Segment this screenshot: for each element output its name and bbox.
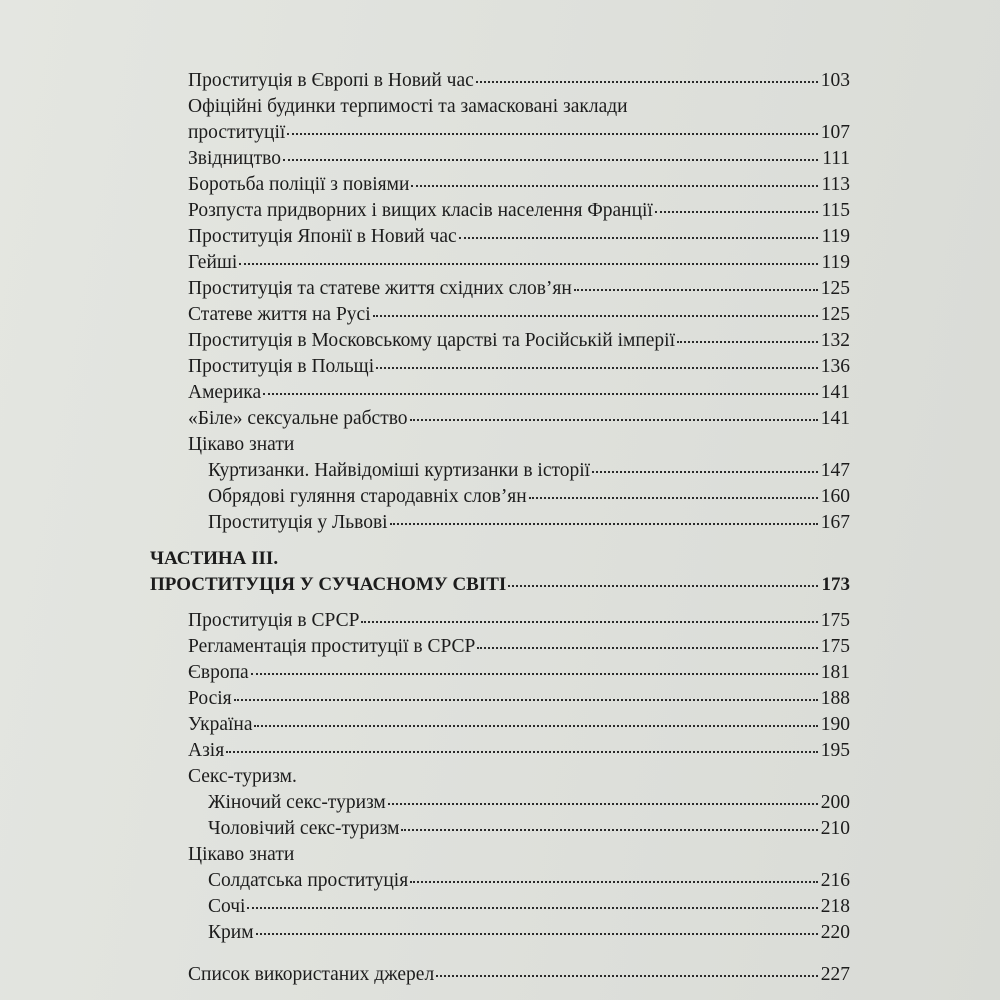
dot-leader: [256, 933, 818, 935]
toc-entry: [150, 790, 850, 816]
dot-leader: [361, 621, 818, 623]
toc-entry: [150, 302, 850, 328]
toc-page-number: 188: [820, 688, 850, 709]
toc-entry-title: Чоловічий секс-туризм: [208, 818, 400, 839]
spacer: [150, 536, 850, 546]
toc-page-number: 218: [820, 896, 850, 917]
toc-page-number: 147: [820, 460, 850, 481]
toc-page-number: 111: [822, 148, 850, 169]
toc-entry: [150, 328, 850, 354]
toc-entry-title: Азія: [188, 740, 225, 761]
toc-entry: [150, 868, 850, 894]
toc-entry: [150, 894, 850, 920]
toc-page-number: 132: [820, 330, 850, 351]
toc-entry-title: Європа: [188, 662, 249, 683]
dot-leader: [251, 673, 818, 675]
toc-entry: [150, 146, 850, 172]
toc-subheading: [150, 764, 850, 790]
toc-entry: [150, 276, 850, 302]
toc-subheading: [150, 432, 850, 458]
dot-leader: [254, 725, 818, 727]
toc-entry: [150, 172, 850, 198]
toc-entry-title: Статеве життя на Русі: [188, 304, 371, 325]
toc-entry: [150, 634, 850, 660]
part-label-text: ЧАСТИНА ІІІ.: [150, 548, 279, 569]
toc-entry: [150, 250, 850, 276]
dot-leader: [508, 585, 818, 587]
toc-page-number: 167: [820, 512, 850, 533]
dot-leader: [376, 367, 818, 369]
dot-leader: [410, 881, 818, 883]
toc-page-number: 115: [821, 200, 850, 221]
dot-leader: [476, 81, 818, 83]
dot-leader: [677, 341, 818, 343]
toc-subheading-title: Секс-туризм.: [188, 766, 297, 787]
toc-page-number: 136: [820, 356, 850, 377]
toc-entry-title: Куртизанки. Найвідоміші куртизанки в історії: [208, 460, 591, 481]
toc-entry: [150, 686, 850, 712]
toc-entry: [150, 816, 850, 842]
toc-page-number: 175: [820, 610, 850, 631]
toc-page-number: 141: [820, 408, 850, 429]
toc-page-number: 160: [820, 486, 850, 507]
toc-entry: [150, 962, 850, 988]
toc-entry-title: Проституція у Львові: [208, 512, 388, 533]
part-label: [150, 546, 850, 572]
toc-entry: [150, 920, 850, 946]
toc-entry: [150, 68, 850, 94]
toc-entry-title: Україна: [188, 714, 253, 735]
dot-leader: [390, 523, 818, 525]
toc-entry-title: Звідництво: [188, 148, 281, 169]
dot-leader: [283, 159, 818, 161]
dot-leader: [411, 185, 818, 187]
toc-page-number: 103: [820, 70, 850, 91]
toc-page-number: 195: [820, 740, 850, 761]
toc-entry-title: Список використаних джерел: [188, 964, 435, 985]
toc-entry-title: Проституція Японії в Новий час: [188, 226, 457, 247]
toc-entry: [150, 738, 850, 764]
dot-leader: [459, 237, 818, 239]
toc-entry-title: Сочі: [208, 896, 246, 917]
toc-page-number: 119: [821, 252, 850, 273]
dot-leader: [287, 133, 818, 135]
dot-leader: [592, 471, 818, 473]
toc-page-number: 175: [820, 636, 850, 657]
toc-entry-title: Жіночий секс-туризм: [208, 792, 386, 813]
dot-leader: [247, 907, 818, 909]
toc-page-number: 173: [821, 574, 850, 595]
dot-leader: [529, 497, 818, 499]
toc-entry-title: Крим: [208, 922, 254, 943]
toc-page-number: 119: [821, 226, 850, 247]
toc-page-number: 125: [820, 304, 850, 325]
toc-entry: [150, 712, 850, 738]
toc-entry: [150, 406, 850, 432]
toc-entry-line1: [150, 94, 850, 120]
toc-entry-title: Регламентація проституції в СРСР: [188, 636, 476, 657]
toc-entry: [150, 484, 850, 510]
dot-leader: [263, 393, 818, 395]
toc-entry: [150, 608, 850, 634]
toc-entry: [150, 660, 850, 686]
toc-page-number: 107: [820, 122, 850, 143]
toc-entry-title: Проституція та статеве життя східних слов’ян: [188, 278, 572, 299]
dot-leader: [234, 699, 818, 701]
dot-leader: [574, 289, 818, 291]
toc-entry-title: Проституція в Польщі: [188, 356, 375, 377]
toc-entry: [150, 458, 850, 484]
toc-entry-title: Проституція в СРСР: [188, 610, 360, 631]
toc-entry-title: Боротьба поліції з повіями: [188, 174, 410, 195]
toc-page-number: 220: [820, 922, 850, 943]
toc-page-number: 141: [820, 382, 850, 403]
dot-leader: [226, 751, 818, 753]
toc-entry: [150, 380, 850, 406]
toc-entry-title: Обрядові гуляння стародавніх слов’ян: [208, 486, 527, 507]
dot-leader: [239, 263, 818, 265]
toc-entry-title: «Біле» сексуальне рабство: [188, 408, 408, 429]
toc-page-number: 113: [821, 174, 850, 195]
dot-leader: [655, 211, 818, 213]
toc-part-entry: [150, 572, 850, 598]
table-of-contents: [150, 68, 850, 988]
spacer: [150, 598, 850, 608]
toc-entry: [150, 224, 850, 250]
toc-page-number: 227: [820, 964, 850, 985]
toc-entry-title: Солдатська проституція: [208, 870, 409, 891]
toc-page-number: 200: [820, 792, 850, 813]
toc-page-number: 210: [820, 818, 850, 839]
dot-leader: [477, 647, 818, 649]
spacer: [150, 946, 850, 962]
toc-entry-title: Америка: [188, 382, 262, 403]
toc-entry: [150, 510, 850, 536]
toc-entry-title: Проституція в Європі в Новий час: [188, 70, 474, 91]
toc-entry-title: Росія: [188, 688, 232, 709]
toc-entry: [150, 198, 850, 224]
toc-page-number: 190: [820, 714, 850, 735]
part-title: ПРОСТИТУЦІЯ У СУЧАСНОМУ СВІТІ: [150, 574, 507, 595]
dot-leader: [410, 419, 818, 421]
dot-leader: [436, 975, 818, 977]
toc-entry-title: Розпуста придворних і вищих класів населення Франції: [188, 200, 653, 221]
toc-page-number: 216: [820, 870, 850, 891]
toc-entry: [150, 354, 850, 380]
toc-subheading-title: Цікаво знати: [188, 844, 295, 865]
toc-subheading-title: Цікаво знати: [188, 434, 295, 455]
toc-entry-title: Офіційні будинки терпимості та замасковані заклади: [188, 96, 628, 117]
toc-entry-title: проституції: [188, 122, 286, 143]
dot-leader: [373, 315, 818, 317]
dot-leader: [401, 829, 818, 831]
toc-subheading: [150, 842, 850, 868]
toc-entry: [150, 120, 850, 146]
toc-entry-title: Гейші: [188, 252, 238, 273]
dot-leader: [388, 803, 818, 805]
toc-page-number: 125: [820, 278, 850, 299]
toc-entry-title: Проституція в Московському царстві та Російській імперії: [188, 330, 676, 351]
toc-page-number: 181: [820, 662, 850, 683]
